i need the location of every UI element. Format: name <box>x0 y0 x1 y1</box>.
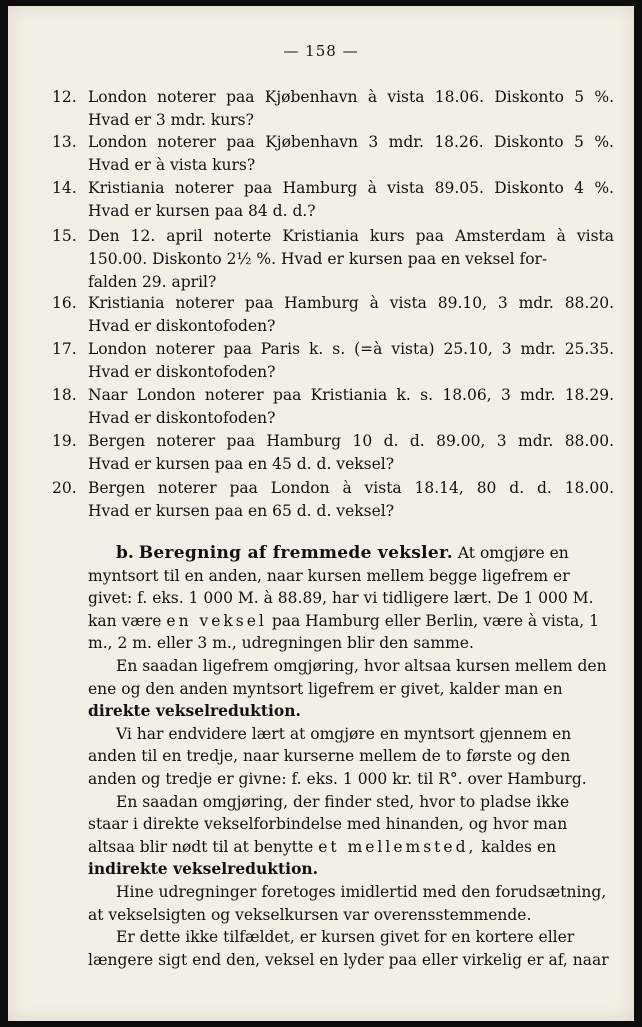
exercise-line: Kristiania noterer paa Hamburg à vista 89.05. Diskonto 4 %. <box>88 179 614 197</box>
term-direct-reduction: direkte vekselreduktion. <box>88 701 301 721</box>
exercise-17 <box>52 338 614 384</box>
section-letter: b. <box>116 543 134 563</box>
exercise-line: 150.00. Diskonto 2½ %. Hvad er kursen paa en veksel for- <box>88 250 548 268</box>
spaced-text: en veksel <box>166 611 267 630</box>
exercise-line: London noterer paa Paris k. s. (=à vista) 25.10, 3 mdr. 25.35. <box>88 340 614 358</box>
term-indirect-reduction: indirekte vekselreduktion. <box>88 859 319 879</box>
exercise-line: Naar London noterer paa Kristiania k. s. 18.06, 3 mdr. 18.29. <box>88 386 614 404</box>
exercise-line: Den 12. april noterte Kristiania kurs paa Amsterdam à vista <box>88 227 614 245</box>
exercise-number: 19. <box>52 432 77 450</box>
exercise-line: London noterer paa Kjøbenhavn 3 mdr. 18.26. Diskonto 5 %. <box>88 133 614 151</box>
exercise-line: Kristiania noterer paa Hamburg à vista 89.10, 3 mdr. 88.20. <box>88 294 614 312</box>
exercise-line: Hvad er kursen paa en 65 d. d. veksel? <box>88 502 395 520</box>
exercise-line: Bergen noterer paa London à vista 18.14, 80 d. d. 18.00. <box>88 479 614 497</box>
exercise-line: Hvad er kursen paa en 45 d. d. veksel? <box>88 455 395 473</box>
exercise-number: 18. <box>52 386 77 404</box>
section-paragraph: Vi har endvidere lært at omgjøre en myntsort gjennem en anden til en tredje, naar kurserne mellem de to første og den anden og tredje er givne: f. eks. 1 000 kr. til R°. over Hamburg. <box>88 724 587 788</box>
section-paragraph: Er dette ikke tilfældet, er kursen givet for en kortere eller længere sigt end den, veksel en lyder paa eller virkelig er af, naar <box>88 928 609 969</box>
exercise-13 <box>52 131 614 177</box>
exercise-18 <box>52 384 614 430</box>
exercise-line: Hvad er diskontofoden? <box>88 363 276 381</box>
section-paragraph: Hine udregninger foretoges imidlertid med den forudsætning, at vekselsigten og vekselkursen var overensstemmende. <box>88 882 607 924</box>
exercise-19 <box>52 430 614 476</box>
exercise-line: Hvad er kursen paa 84 d. d.? <box>88 202 316 220</box>
exercise-15 <box>52 225 614 294</box>
paragraph-text: At omgjøre en myntsort til en anden, naar kursen mellem begge ligefrem er givet: f. eks. 1 000 M. à 88.89, har vi tidligere lært. De 1 000 M. kan være <box>88 544 594 630</box>
exercise-line: Hvad er diskontofoden? <box>88 317 276 335</box>
exercise-line: Hvad er 3 mdr. kurs? <box>88 111 254 129</box>
exercise-line: Hvad er diskontofoden? <box>88 409 276 427</box>
exercise-line: Bergen noterer paa Hamburg 10 d. d. 89.00, 3 mdr. 88.00. <box>88 432 614 450</box>
exercise-number: 13. <box>52 133 77 151</box>
exercise-number: 17. <box>52 340 77 358</box>
paragraph-text: paa Hamburg eller Berlin, være à vista, 1 m., 2 m. eller 3 m., udregningen blir den samme. <box>88 611 599 653</box>
exercise-line: falden 29. april? <box>88 273 217 291</box>
section-b <box>88 542 614 971</box>
page-number: — 158 — <box>283 42 359 60</box>
exercise-14 <box>52 177 614 223</box>
exercise-number: 15. <box>52 227 77 245</box>
paragraph-text: En saadan omgjøring, der finder sted, hvor to pladse ikke staar i direkte vekselforbindelse med hinanden, og hvor man altsaa blir nødt til at benytte <box>88 792 570 856</box>
exercise-number: 14. <box>52 179 77 197</box>
exercise-line: London noterer paa Kjøbenhavn à vista 18.06. Diskonto 5 %. <box>88 88 614 106</box>
exercise-number: 12. <box>52 88 77 106</box>
paragraph-text: En saadan ligefrem omgjøring, hvor altsaa kursen mellem den ene og den anden myntsort ligefrem er givet, kalder man en <box>88 656 607 698</box>
section-heading: Beregning af fremmede veksler. <box>138 543 453 563</box>
exercise-line: Hvad er à vista kurs? <box>88 156 256 174</box>
exercise-number: 20. <box>52 479 77 497</box>
exercise-number: 16. <box>52 294 77 312</box>
section-paragraph <box>88 542 614 655</box>
paragraph-text: kaldes en <box>481 837 557 856</box>
section-paragraph <box>88 655 614 723</box>
exercise-16 <box>52 292 614 338</box>
section-paragraph <box>88 791 614 881</box>
exercise-20 <box>52 477 614 523</box>
spaced-text: et mellemsted, <box>318 837 477 856</box>
exercise-12 <box>52 86 614 132</box>
